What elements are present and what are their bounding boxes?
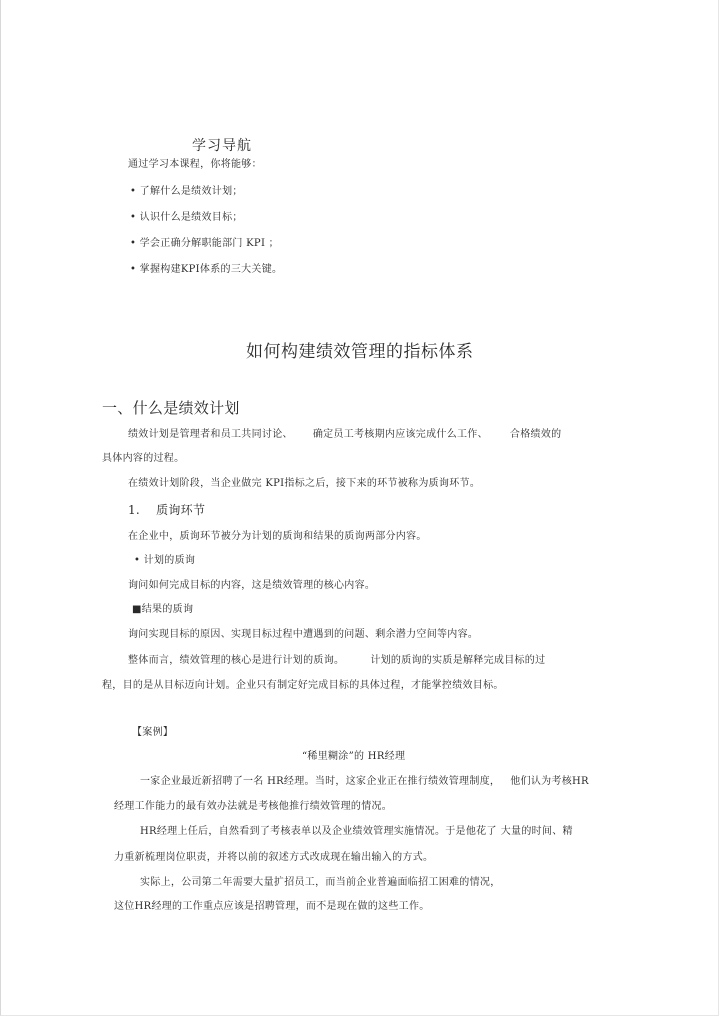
- list-bullet: ■结果的质询: [132, 604, 194, 615]
- nav-bullet: • 认识什么是绩效目标；: [130, 212, 243, 223]
- subsection-title: 质询环节: [156, 503, 206, 517]
- nav-bullet: • 了解什么是绩效计划；: [130, 186, 243, 197]
- text-run: 整体而言，绩效管理的核心是进行计划的质询。: [128, 655, 345, 666]
- paragraph-line: 这位HR经理的工作重点应该是招聘管理，而不是现在做的这些工作。: [114, 901, 430, 912]
- text-run: 绩效计划是管理者和员工共同讨论、: [128, 429, 293, 440]
- paragraph-line: 实际上，公司第二年需要大量扩招员工，而当前企业普遍面临招工困难的情况，: [140, 877, 501, 888]
- paragraph-line: 经理工作能力的最有效办法就是考核他推行绩效管理的情况。: [114, 801, 393, 812]
- paragraph-line: 在绩效计划阶段，当企业做完 KPI指标之后，接下来的环节被称为质询环节。: [128, 478, 481, 489]
- section-heading: 一、什么是绩效计划: [102, 399, 240, 417]
- text-run: 一家企业最近新招聘了一名 HR经理。当时，这家企业正在推行绩效管理制度，: [140, 776, 501, 787]
- nav-title: 学习导航: [192, 138, 252, 154]
- paragraph-line: [140, 775, 589, 789]
- paragraph-line: [128, 428, 561, 442]
- paragraph-line: 力重新梳理岗位职责，并将以前的叙述方式改成现在输出输入的方式。: [114, 852, 434, 863]
- paragraph-line: [140, 825, 573, 839]
- text-run: 确定员工考核期内应该完成什么工作、: [312, 429, 488, 440]
- paragraph-line: 具体内容的过程。: [102, 453, 185, 464]
- subsection-number: 1.: [128, 503, 141, 517]
- list-bullet: • 计划的质询: [134, 555, 196, 566]
- paragraph-line: [128, 654, 545, 668]
- nav-bullet: • 学会正确分解职能部门 KPI ；: [130, 238, 279, 249]
- case-title: “稀里糊涂”的 HR经理: [302, 751, 406, 762]
- paragraph-line: 程，目的是从目标迈向计划。企业只有制定好完成目标的具体过程，才能掌控绩效目标。: [102, 680, 504, 691]
- case-label: 【案例】: [132, 727, 174, 738]
- paragraph-line: 询问如何完成目标的内容，这是绩效管理的核心内容。: [128, 580, 376, 591]
- nav-bullet: • 掌握构建KPI体系的三大关键。: [130, 264, 283, 275]
- nav-intro: 通过学习本课程，你将能够：: [128, 159, 262, 170]
- text-run: 他们认为考核HR: [510, 776, 589, 787]
- text-run: HR经理上任后，自然看到了考核表单以及企业绩效管理实施情况。于是他花了: [140, 826, 497, 837]
- paragraph-line: 询问实现目标的原因、实现目标过程中遭遇到的问题、剩余潜力空间等内容。: [128, 629, 479, 640]
- main-title: 如何构建绩效管理的指标体系: [246, 342, 474, 362]
- text-run: 计划的质询的实质是解释完成目标的过: [370, 655, 546, 666]
- text-run: 大量的时间、精: [500, 826, 573, 837]
- paragraph-line: 在企业中，质询环节被分为计划的质询和结果的质询两部分内容。: [128, 531, 427, 542]
- subsection-heading: [128, 502, 205, 518]
- text-run: 合格绩效的: [509, 429, 562, 440]
